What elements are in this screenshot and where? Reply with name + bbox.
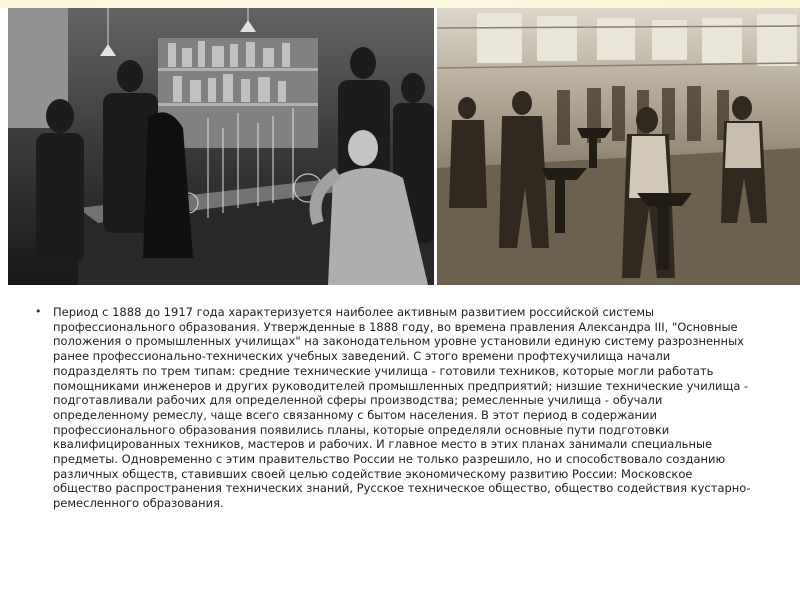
workshop-photo [437, 8, 800, 285]
body-paragraph: Период с 1888 до 1917 года характеризуется наиболее активным развитием российской системы профессионального образования. Утвержденные в 1888 году, во времена правления Александра III, "Основные положения о промышленных училищах" на законодательном уровне установили единую систему разрозненных ранее профессионально-технических учебных заведений. С этого времени профтехучилища начали подразделять по трем типам: средние технические училища - готовили техников, которые могли работать помощниками инженеров и других руководителей промышленных предприятий; низшие технические училища - подготавливали рабочих для определенной сферы производства; ремесленные училища - обучали определенному ремеслу, чаще всего связанному с бытом населения. В этот период в содержании профессионального образования появились планы, которые определяли основные пути подготовки квалифицированных техников, мастеров и рабочих. И главное место в этих планах занимали специальные предметы. Одновременно с этим правительство России не только разрешило, но и способствовало созданию различных обществ, ставивших своей целью содействие экономическому развитию России: Московское общество распространения технических знаний, Русское техническое общество, общество содействия кустарно-ремесленного образования. [53, 305, 751, 511]
laboratory-photo-drawing [8, 8, 434, 285]
laboratory-photo [8, 8, 434, 285]
workshop-photo-drawing [437, 8, 800, 285]
top-decor-band [0, 0, 800, 8]
bullet-marker: • [35, 305, 42, 318]
paragraph-block [35, 305, 753, 511]
